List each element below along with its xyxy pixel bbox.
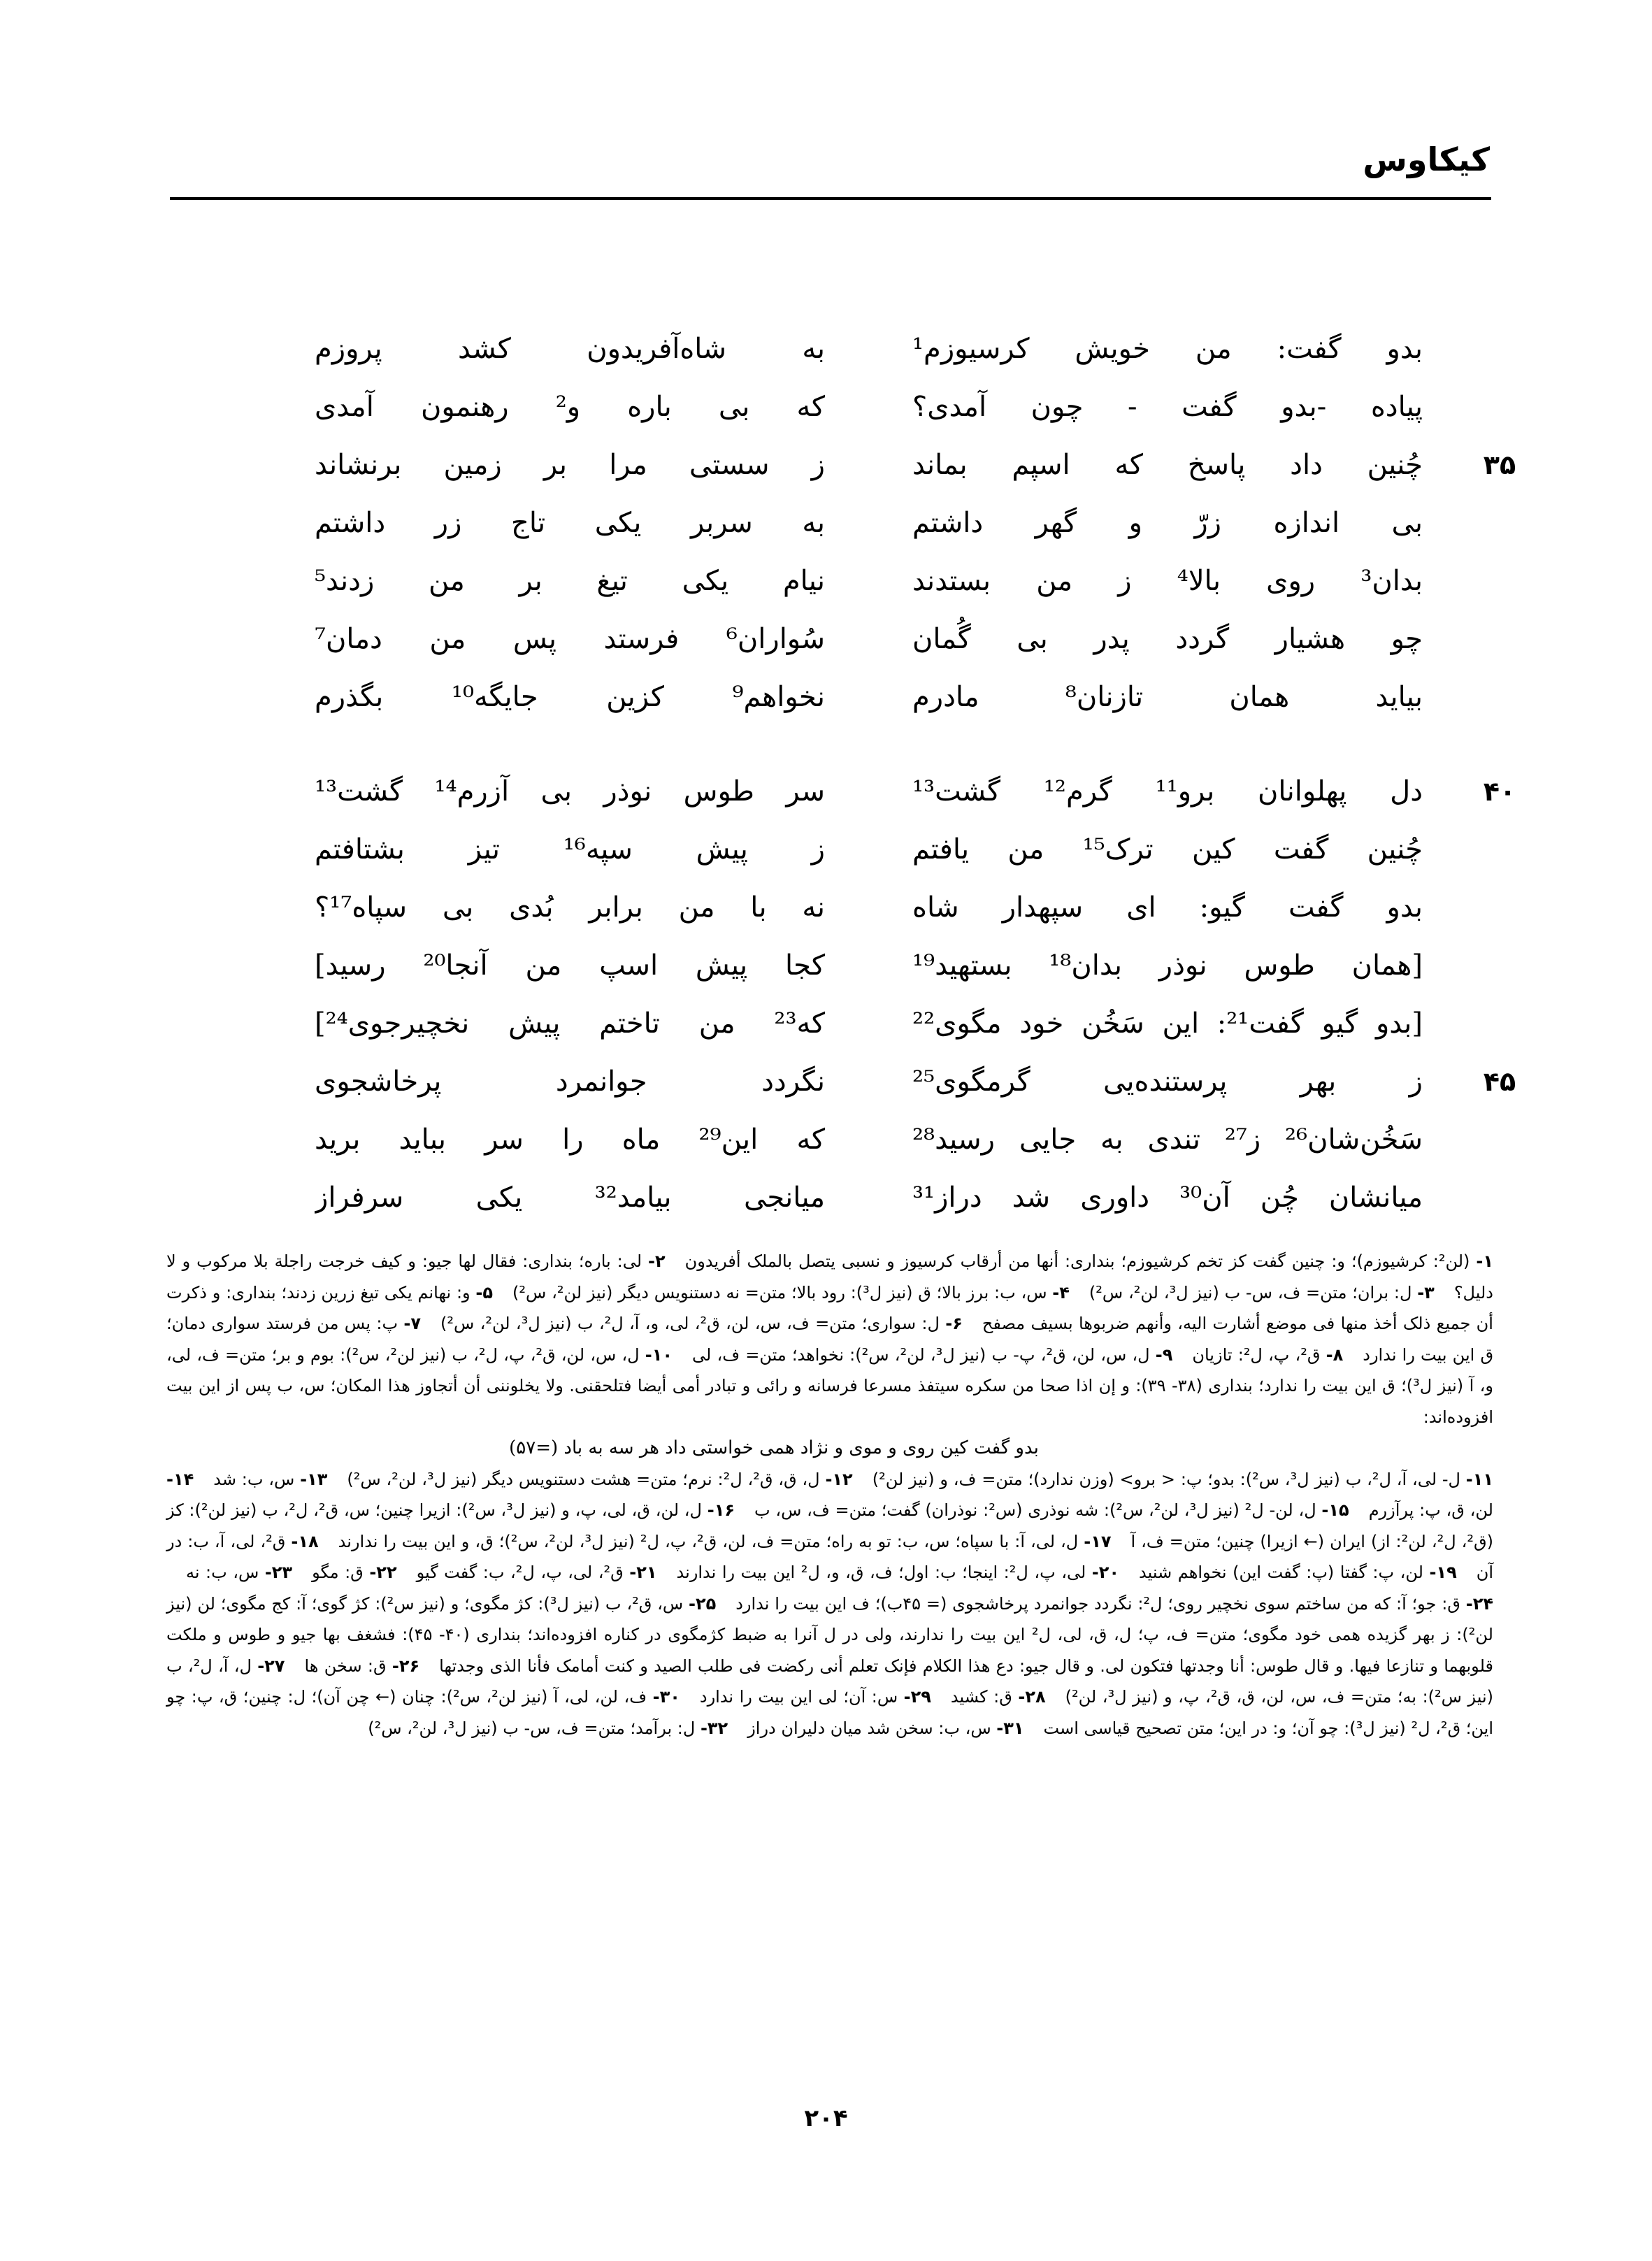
bayt-line [266,1111,1524,1169]
footnote-text: ل، ق، ق²، ل²: نرم؛ متن= هشت دستنویس دیگر (نیز ل³، لن²، س²) [347,1469,820,1489]
second-hemistich: به شاه‌آفریدون کشد پروزم [315,333,825,365]
footnote-text: (لن²: کرشیوزم)؛ و: چنین گفت کز تخم کرشیوزم؛ بنداری: أنها من أرقاب کرسیوز و نسبی یتصل بالملک أفریدون [684,1251,1470,1271]
footnote-text: ق: جو؛ آ: که من ساختم سوی نخچیر روی؛ ل²: نگردد جوانمرد پرخاشجوی (= ۴۵ب)؛ ف این بیت را ندارد [735,1593,1460,1614]
footnote-number: ۲۸- [1018,1687,1046,1707]
footnote-number: ۳- [1417,1282,1435,1302]
second-hemistich: میانجی بیامد³² یکی سرفراز [315,1182,825,1214]
footnote-number: ۱۷- [1084,1531,1112,1551]
footnote [1172,1345,1343,1365]
footnote-text: ق²، لی، آ، ب: در آن [166,1531,1494,1582]
footnote [666,1251,1493,1271]
footnote-text: ل: سواری؛ متن= ف، س، لن، ق²، لی، و، آ، ل²، ب (نیز ل³، لن²، س²) [440,1314,940,1333]
first-hemistich: چُنین داد پاسخ که اسپم بماند [912,449,1423,481]
footnote [421,1314,963,1333]
header-rule [170,197,1491,200]
first-hemistich: پیاده -بدو گفت - چون آمدی؟ [912,391,1423,423]
footnote-text: س: آن؛ لی این بیت را ندارد [699,1687,898,1707]
footnote [1119,1563,1457,1582]
footnote-text: ل، س، لن، ق²، پ- ب (نیز ل³، لن²، س²): نخواهد؛ متن= ف، لی [692,1344,1150,1365]
bayt-line [266,937,1524,995]
verse-number: ۳۵ [1483,450,1516,480]
footnote-text: ل، آ، ل²، ب (نیز س²): به؛ متن= ف، س، لن، ق، ق²، پ، و (نیز ل³، لن²) [166,1656,1494,1707]
footnote [493,1283,1070,1302]
footnote-number: ۸- [1326,1344,1344,1365]
footnote [657,1563,1120,1582]
footnote-text: ق: کشید [950,1687,1012,1707]
second-hemistich: که بی باره و² رهنمون آمدی [315,391,825,423]
footnotes [166,1246,1493,1744]
footnotes-part-2 [166,1470,1493,1738]
footnote-number: ۷- [403,1314,421,1333]
footnote-number: ۱۶- [707,1500,735,1520]
footnote-number: ۱۲- [825,1469,853,1489]
footnote [194,1470,327,1489]
footnote-number: ۶- [945,1314,963,1333]
bayt-line [266,1169,1524,1227]
footnotes-part-1 [166,1251,1493,1427]
verse-number: ۴۰ [1483,776,1516,807]
verse-block-2 [266,763,1524,1227]
first-hemistich: دل پهلوانان برو¹¹ گرم¹² گشت¹³ [912,775,1423,808]
footnote [348,1718,728,1738]
footnote-number: ۲۹- [903,1687,931,1707]
footnote-number: ۱۵- [1321,1500,1349,1520]
first-hemistich: میانشان چُن آن³⁰ داوری شد دراز³¹ [912,1182,1423,1214]
verse-number: ۴۵ [1483,1066,1516,1097]
bayt-line [266,763,1524,821]
footnote [166,1563,292,1582]
second-hemistich: که²³ من تاختم پیش نخچیرجوی²⁴] [315,1007,825,1040]
footnote-number: ۲- [648,1251,666,1271]
footnote-number: ۳۱- [996,1718,1024,1738]
first-hemistich: چو هشیار گردد پدر بی گُمان [912,623,1423,655]
first-hemistich: بدو گفت گیو: ای سپهدار شاه [912,891,1423,924]
first-hemistich: سَخُن‌شان²⁶ ز²⁷ تندی به جایی رسید²⁸ [912,1124,1423,1156]
second-hemistich: سُواران⁶ فرستد پس من دمان⁷ [315,623,825,655]
bayt-line [266,668,1524,726]
first-hemistich: [همان طوس نوذر بدان¹⁸ بستهید¹⁹ [912,949,1423,982]
footnote-number: ۵- [475,1282,494,1302]
footnote-text: ل، لن- ل² (نیز ل³، لن²، س²): شه نوذری (س²: نوذران) گفت؛ متن= ف، س، ب [754,1500,1316,1520]
footnote-number: ۱۳- [300,1469,328,1489]
footnote [673,1345,1172,1365]
bayt-line [266,879,1524,937]
footnote-text: پ: پس من فرستد سواری دمان؛ ق این بیت را ندارد [166,1314,1494,1365]
footnote-text: ل: بران؛ متن= ف، س- ب (نیز ل³، لن²، س²) [1089,1282,1412,1302]
footnote-number: ۱- [1476,1251,1493,1271]
footnote-text: ل: برآمد؛ متن= ف، س- ب (نیز ل³، لن²، س²) [368,1718,696,1738]
footnote-number: ۱۱- [1465,1469,1493,1489]
second-hemistich: نه با من برابر بُدی بی سپاه¹⁷؟ [315,891,825,924]
footnote [397,1563,657,1582]
footnote-number: ۳۲- [700,1718,728,1738]
second-hemistich: که این²⁹ ماه را سر بباید برید [315,1124,825,1156]
footnote-text: ق: مگو [312,1563,364,1582]
footnote-number: ۹- [1155,1344,1173,1365]
bayt-line [266,1053,1524,1111]
bayt-line [266,821,1524,879]
footnote-number: ۳۰- [652,1687,680,1707]
footnote-text: لی: باره؛ بنداری: فقال لها جیو: و کیف خرجت راجلة بلا مرکوب و لا دلیل؟ [166,1251,1493,1302]
footnote-text: لن، ق، پ: پرآزرم [1368,1500,1493,1520]
second-hemistich: به سربر یکی تاج زر داشتم [315,507,825,539]
footnote-number: ۱۹- [1429,1563,1457,1582]
bayt-line [266,378,1524,436]
second-hemistich: نیام یکی تیغ بر من زدند⁵ [315,565,825,597]
footnote-text: ق²، لی، پ، ل²، ب: گفت گیو [416,1563,624,1582]
first-hemistich: ز بهر پرستنده‌یی گرمگوی²⁵ [912,1065,1423,1098]
footnote-text: س، ب: شد [213,1469,295,1489]
footnote [716,1594,1493,1614]
verse-block-1 [266,320,1524,726]
footnote [853,1470,1493,1489]
footnote [735,1500,1349,1520]
bayt-line [266,552,1524,610]
footnote [728,1718,1023,1738]
second-hemistich: سر طوس نوذر بی آزرم¹⁴ گشت¹³ [315,775,825,808]
footnote [285,1656,419,1676]
footnote [327,1470,852,1489]
bayt-line [266,995,1524,1053]
first-hemistich: بدو گفت: من خویش کرسیوزم¹ [912,333,1423,365]
footnote-number: ۱۸- [291,1531,319,1551]
footnote-text: ق: سخن ها [304,1656,387,1676]
footnote [319,1532,1112,1551]
footnote-text: و: نهانم یکی تیغ زرین زدند؛ بنداری: و ذکرت أن جمیع ذلک أخذ منها فی موضع أشارت الیه، وأنهم ضربوها بسیف مصفح [166,1282,1493,1333]
footnote-text: لی، پ، ل²: اینجا؛ ب: اول؛ ف، ق، و، ل² این بیت را ندارند [676,1563,1086,1582]
footnote-number: ۱۴- [166,1469,194,1489]
footnote-number: ۲۰- [1091,1563,1120,1582]
footnote-text: س، ق²، ب (نیز ل³): کژ مگوی؛ و (نیز س²): کژ گوی؛ آ: کج مگوی؛ لن (نیز لن²): ز بهر گزیده همی خود مگوی؛ متن= ف، پ؛ ل، ق، لی، ل² این بیت را ندارند، ولی در ل آنرا به ضبط کژمگوی در کناره افزوده‌اند؛ بنداری (۴۰- ۴۵): فشغف بها جیو و طوس و ملکت قلوبهما و تنازعا فیها. و قال طوس: أنا وجدتها فتکون لی. و قال جیو: دع هذا الکلام فإنک تعلم أنی رکضت فی طلب الصید و کنت أمامک فأنا الذی وجدتها [166,1593,1493,1676]
footnote-number: ۴- [1052,1282,1070,1302]
bayt-line [266,436,1524,494]
second-hemistich: نخواهم⁹ کزین جایگه¹⁰ بگذرم [315,681,825,713]
footnote-text: لن، پ: گفتا (پ: گفت این) نخواهم شنید [1139,1563,1423,1582]
footnote-number: ۲۶- [392,1656,420,1676]
first-hemistich: [بدو گیو گفت²¹: این سَخُن خود مگوی²² [912,1007,1423,1040]
bayt-line [266,494,1524,552]
footnote-text: س، ب: نه [186,1563,259,1582]
footnote-text: س، ب: سخن شد میان دلیران دراز [747,1718,991,1738]
bayt-line [266,320,1524,378]
footnote [1070,1283,1435,1302]
footnote-text: ف، لن، لی، آ (نیز لن²، س²): چنان (← چن آن)؛ ل: چنین؛ ق، پ: چو این؛ ق²، ل² (نیز ل³): چو آن؛ و: در این؛ متن تصحیح قیاسی است [166,1687,1493,1738]
footnote-added-verse: بدو گفت کین روی و موی و نژاد همی خواستی داد هر سه به باد (=۵۷) [509,1437,1039,1458]
footnote-text: ل- لی، آ، ل²، ب (نیز ل³، س²): بدو؛ پ: < برو> (وزن ندارد)؛ متن= ف، و (نیز لن²) [872,1469,1460,1489]
footnote-text: ل، لی، آ: با سپاه؛ س، ب: تو به راه؛ متن= ف، لن، ق²، پ، ل² (نیز ل³، لن²، س²)؛ ق، و این بیت را ندارند [338,1531,1079,1551]
footnote-text: ق²، پ، ل²: تازیان [1192,1344,1321,1365]
second-hemistich: ز سستی مرا بر زمین برنشاند [315,449,825,481]
footnote [931,1687,1046,1707]
footnote-number: ۱۰- [645,1344,673,1365]
footnote [680,1687,931,1707]
footnote-number: ۲۴- [1465,1593,1493,1614]
first-hemistich: چُنین گفت کین ترک¹⁵ من یافتم [912,833,1423,866]
footnote-number: ۲۵- [688,1593,717,1614]
footnote-text: ل، س، لن، ق²، پ، ل²، ب (نیز لن²، س²): بوم و بر؛ متن= ف، لی، و، آ (نیز ل³)؛ ق این بیت را ندارد؛ بنداری (۳۸- ۳۹): و إن اذا صحا من سکره سیتفذ مسرعا فرسانه و رائی و تبادر أمی أیضا فتلحقنی. ولا یخلوننی أن أتجاوز هذا المکان؛ س، ب پس از این بیت افزوده‌اند: [166,1344,1494,1427]
footnote [292,1563,397,1582]
first-hemistich: بیاید همان تازنان⁸ مادرم [912,681,1423,713]
first-hemistich: بی اندازه زرّ و گهر داشتم [912,507,1423,539]
verse-section [266,320,1524,1227]
second-hemistich: کجا پیش اسپ من آنجا²⁰ رسید] [315,949,825,982]
first-hemistich: بدان³ روی بالا⁴ ز من بستدند [912,565,1423,597]
page-number: ۲۰۴ [804,2104,848,2132]
footnote-text: س، ب: برز بالا؛ ق (نیز ل³): رود بالا؛ متن= نه دستنویس دیگر (نیز لن²، س²) [512,1282,1047,1302]
footnote-number: ۲۳- [264,1563,293,1582]
running-title: کیکاوس [1363,141,1490,178]
footnote-number: ۲۲- [369,1563,397,1582]
second-hemistich: ز پیش سپه¹⁶ تیز بشتافتم [315,833,825,866]
footnote-number: ۲۱- [629,1563,657,1582]
bayt-line [266,610,1524,668]
footnote-text: ل، لن، ق، لی، پ، و (نیز ل³، س²): ازیرا چنین؛ س، ق²، ل²، ب (نیز لن²): کز (ق²، ل²، لن²: از) ایران (← ازیرا) چنین؛ متن= ف، آ [166,1500,1494,1551]
second-hemistich: نگردد جوانمرد پرخاشجوی [315,1065,825,1098]
footnote-number: ۲۷- [257,1656,285,1676]
